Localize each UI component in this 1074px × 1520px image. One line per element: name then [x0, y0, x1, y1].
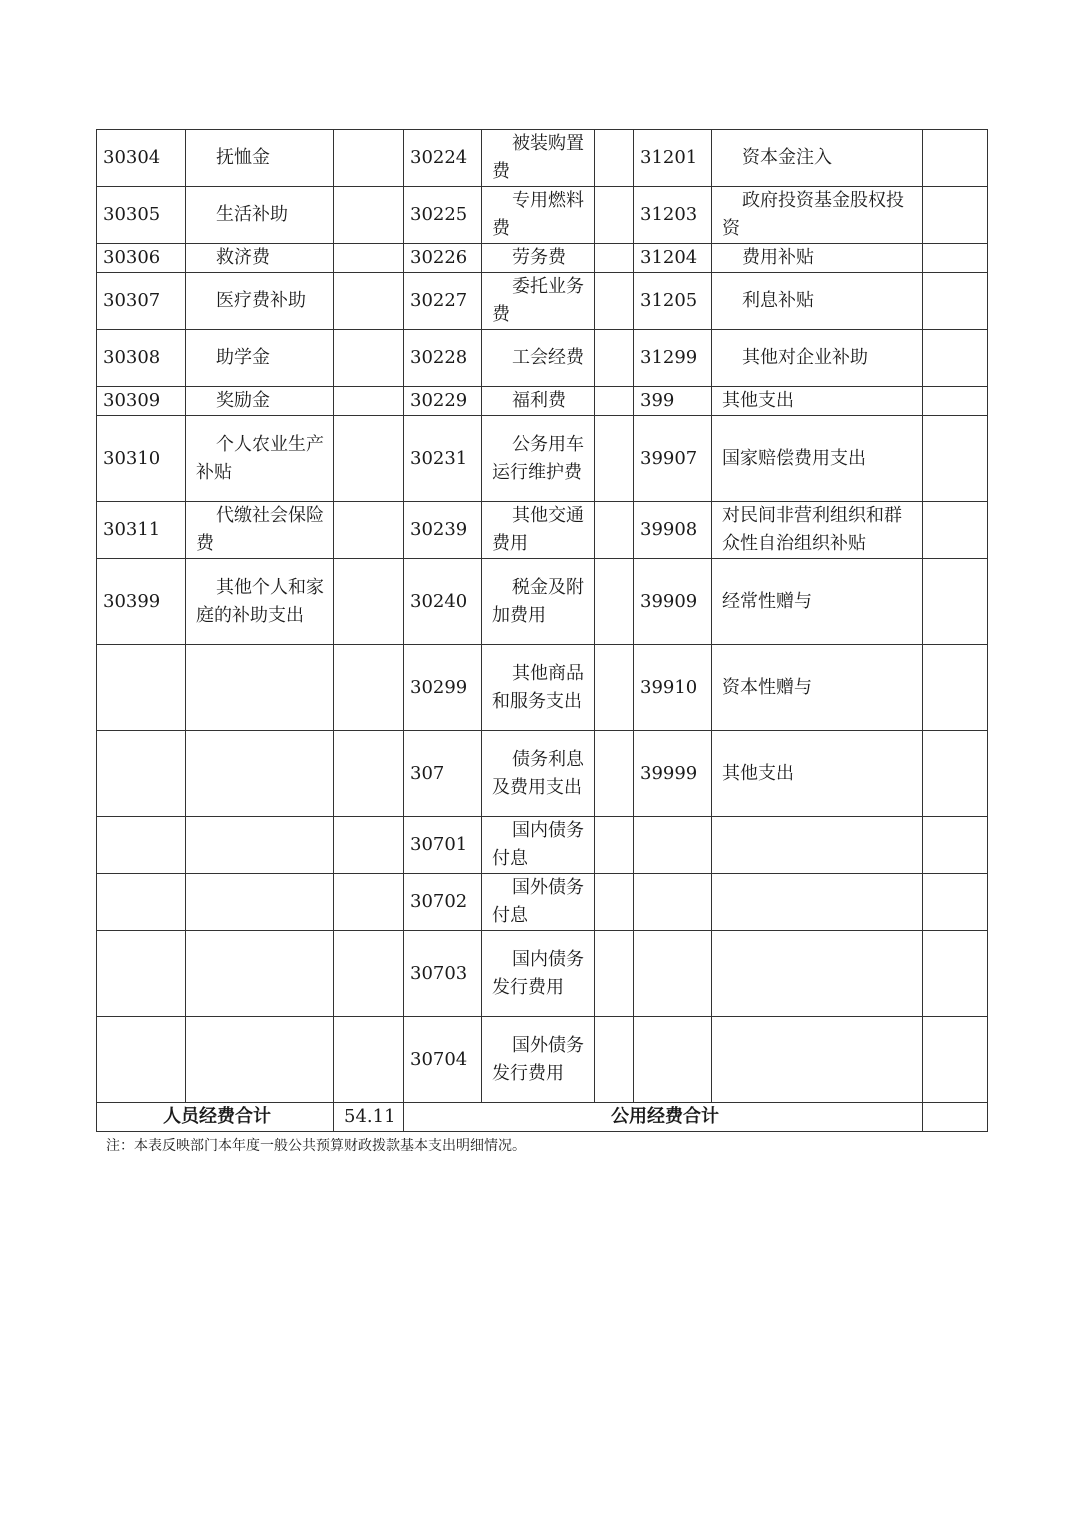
item-name-cell: 救济费: [186, 244, 334, 273]
code-cell: 399: [634, 387, 712, 416]
amount-cell: [334, 187, 404, 244]
item-name-cell: 政府投资基金股权投资: [712, 187, 923, 244]
code-cell: 30229: [404, 387, 482, 416]
code-cell: 30226: [404, 244, 482, 273]
item-name-cell: 公务用车运行维护费: [482, 416, 595, 502]
amount-cell: [595, 130, 634, 187]
code-cell: 30704: [404, 1017, 482, 1103]
item-name-cell: 费用补贴: [712, 244, 923, 273]
amount-cell: [923, 330, 988, 387]
table-row: [97, 130, 988, 187]
item-name-cell: 委托业务费: [482, 273, 595, 330]
amount-cell: [595, 273, 634, 330]
amount-cell: [923, 244, 988, 273]
amount-cell: [923, 273, 988, 330]
code-cell: 31204: [634, 244, 712, 273]
code-cell: 30308: [97, 330, 186, 387]
amount-cell: [595, 502, 634, 559]
code-cell: 30311: [97, 502, 186, 559]
code-cell: 30309: [97, 387, 186, 416]
item-name-cell: [186, 874, 334, 931]
amount-cell: [923, 731, 988, 817]
table-row: [97, 931, 988, 1017]
table-row: [97, 1017, 988, 1103]
amount-cell: [334, 502, 404, 559]
amount-cell: [334, 559, 404, 645]
item-name-cell: 资本金注入: [712, 130, 923, 187]
item-name-cell: 生活补助: [186, 187, 334, 244]
amount-cell: [595, 645, 634, 731]
item-name-cell: 其他对企业补助: [712, 330, 923, 387]
code-cell: 30224: [404, 130, 482, 187]
item-name-cell: [712, 931, 923, 1017]
code-cell: 30304: [97, 130, 186, 187]
table-row: [97, 645, 988, 731]
amount-cell: [334, 330, 404, 387]
item-name-cell: 其他支出: [712, 387, 923, 416]
item-name-cell: 其他个人和家庭的补助支出: [186, 559, 334, 645]
code-cell: 30310: [97, 416, 186, 502]
item-name-cell: 其他支出: [712, 731, 923, 817]
code-cell: 30240: [404, 559, 482, 645]
amount-cell: [923, 1017, 988, 1103]
code-cell: 39909: [634, 559, 712, 645]
personnel-total-label: 人员经费合计: [97, 1103, 334, 1132]
item-name-cell: [186, 645, 334, 731]
amount-cell: [923, 817, 988, 874]
code-cell: [97, 645, 186, 731]
item-name-cell: 专用燃料费: [482, 187, 595, 244]
code-cell: 30225: [404, 187, 482, 244]
item-name-cell: 国家赔偿费用支出: [712, 416, 923, 502]
amount-cell: [595, 187, 634, 244]
amount-cell: [923, 130, 988, 187]
code-cell: [97, 1017, 186, 1103]
item-name-cell: 债务利息及费用支出: [482, 731, 595, 817]
amount-cell: [334, 817, 404, 874]
item-name-cell: 助学金: [186, 330, 334, 387]
code-cell: [634, 1017, 712, 1103]
table-row: [97, 731, 988, 817]
amount-cell: [595, 559, 634, 645]
public-total-label: 公用经费合计: [404, 1103, 923, 1132]
amount-cell: [334, 273, 404, 330]
item-name-cell: [712, 874, 923, 931]
amount-cell: [595, 416, 634, 502]
personnel-total-amount: 54.11: [334, 1103, 404, 1132]
item-name-cell: 资本性赠与: [712, 645, 923, 731]
item-name-cell: 被装购置费: [482, 130, 595, 187]
amount-cell: [595, 387, 634, 416]
item-name-cell: 医疗费补助: [186, 273, 334, 330]
amount-cell: [595, 817, 634, 874]
item-name-cell: 抚恤金: [186, 130, 334, 187]
item-name-cell: 利息补贴: [712, 273, 923, 330]
table-row: [97, 416, 988, 502]
table-row: [97, 559, 988, 645]
item-name-cell: 劳务费: [482, 244, 595, 273]
amount-cell: [595, 1017, 634, 1103]
item-name-cell: 国内债务发行费用: [482, 931, 595, 1017]
amount-cell: [595, 931, 634, 1017]
item-name-cell: 对民间非营利组织和群众性自治组织补贴: [712, 502, 923, 559]
item-name-cell: 福利费: [482, 387, 595, 416]
item-name-cell: 个人农业生产补贴: [186, 416, 334, 502]
amount-cell: [923, 187, 988, 244]
item-name-cell: 其他商品和服务支出: [482, 645, 595, 731]
table-footnote: 注：本表反映部门本年度一般公共预算财政拨款基本支出明细情况。: [106, 1138, 526, 1154]
item-name-cell: [186, 817, 334, 874]
amount-cell: [334, 645, 404, 731]
table-body: [97, 130, 988, 1103]
code-cell: 30239: [404, 502, 482, 559]
amount-cell: [923, 387, 988, 416]
item-name-cell: 国内债务付息: [482, 817, 595, 874]
amount-cell: [595, 330, 634, 387]
public-total-amount: [923, 1103, 988, 1132]
item-name-cell: [186, 731, 334, 817]
code-cell: 30703: [404, 931, 482, 1017]
item-name-cell: 国外债务发行费用: [482, 1017, 595, 1103]
item-name-cell: 代缴社会保险费: [186, 502, 334, 559]
code-cell: 30305: [97, 187, 186, 244]
amount-cell: [923, 874, 988, 931]
code-cell: 30399: [97, 559, 186, 645]
code-cell: [97, 817, 186, 874]
amount-cell: [334, 244, 404, 273]
table-row: [97, 874, 988, 931]
totals-row: [97, 1103, 988, 1132]
code-cell: 39908: [634, 502, 712, 559]
item-name-cell: 工会经费: [482, 330, 595, 387]
code-cell: 39910: [634, 645, 712, 731]
item-name-cell: 经常性赠与: [712, 559, 923, 645]
item-name-cell: 其他交通费用: [482, 502, 595, 559]
code-cell: 39999: [634, 731, 712, 817]
item-name-cell: 奖励金: [186, 387, 334, 416]
table-row: [97, 330, 988, 387]
amount-cell: [334, 731, 404, 817]
table-row: [97, 502, 988, 559]
item-name-cell: [712, 817, 923, 874]
amount-cell: [923, 416, 988, 502]
code-cell: 30307: [97, 273, 186, 330]
amount-cell: [923, 559, 988, 645]
code-cell: [634, 817, 712, 874]
item-name-cell: [186, 931, 334, 1017]
table-row: [97, 273, 988, 330]
amount-cell: [595, 731, 634, 817]
amount-cell: [595, 874, 634, 931]
code-cell: 30701: [404, 817, 482, 874]
amount-cell: [334, 874, 404, 931]
code-cell: [97, 874, 186, 931]
amount-cell: [334, 130, 404, 187]
amount-cell: [923, 931, 988, 1017]
amount-cell: [334, 416, 404, 502]
expenditure-detail-table: [96, 129, 988, 1132]
item-name-cell: 税金及附加费用: [482, 559, 595, 645]
code-cell: [634, 931, 712, 1017]
code-cell: 30702: [404, 874, 482, 931]
table-row: [97, 187, 988, 244]
code-cell: 31201: [634, 130, 712, 187]
code-cell: 30231: [404, 416, 482, 502]
code-cell: 31203: [634, 187, 712, 244]
code-cell: [634, 874, 712, 931]
code-cell: [97, 931, 186, 1017]
code-cell: 31205: [634, 273, 712, 330]
code-cell: 30306: [97, 244, 186, 273]
amount-cell: [923, 502, 988, 559]
code-cell: 39907: [634, 416, 712, 502]
table-row: [97, 387, 988, 416]
item-name-cell: [186, 1017, 334, 1103]
code-cell: 31299: [634, 330, 712, 387]
amount-cell: [334, 387, 404, 416]
code-cell: 30227: [404, 273, 482, 330]
amount-cell: [923, 645, 988, 731]
code-cell: 30228: [404, 330, 482, 387]
amount-cell: [334, 1017, 404, 1103]
table-row: [97, 817, 988, 874]
amount-cell: [595, 244, 634, 273]
code-cell: 30299: [404, 645, 482, 731]
item-name-cell: 国外债务付息: [482, 874, 595, 931]
code-cell: 307: [404, 731, 482, 817]
table-row: [97, 244, 988, 273]
code-cell: [97, 731, 186, 817]
amount-cell: [334, 931, 404, 1017]
item-name-cell: [712, 1017, 923, 1103]
